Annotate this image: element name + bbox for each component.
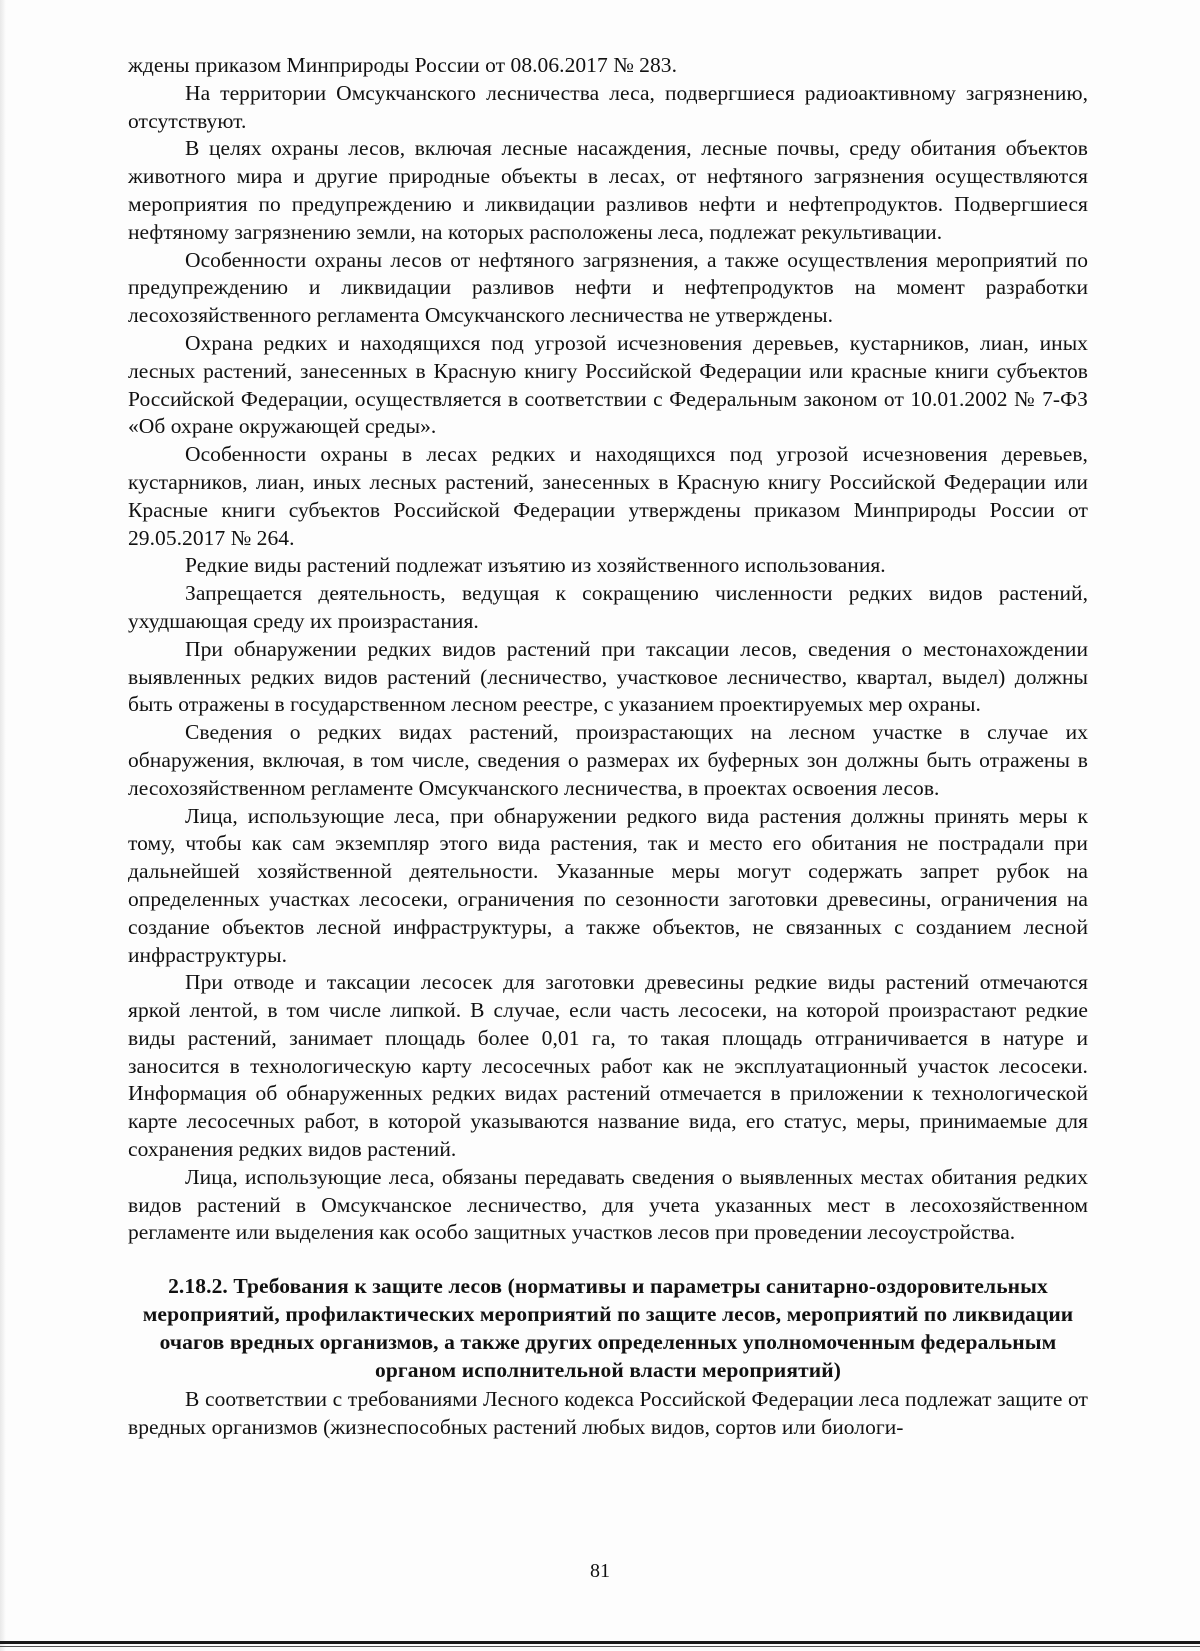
bottom-scan-border-thin: [0, 1646, 1200, 1647]
paragraph-prohibition: Запрещается деятельность, ведущая к сокращению численности редких видов растений, ухудшающая среду их произрастания.: [128, 581, 1088, 633]
section-heading-2-18-2: 2.18.2. Требования к защите лесов (нормативы и параметры санитарно-оздоровительных мероприятий, профилактических мероприятий по защите лесов, мероприятий по ликвидации очагов вредных организмов, а также других определенных уполномоченным федеральным органом исполнительной власти мероприятий): [142, 1274, 1074, 1382]
paragraph-radioactive: На территории Омсукчанского лесничества леса, подвергшиеся радиоактивному загрязнению, отсутствуют.: [128, 80, 1088, 133]
paragraph-marking: При отводе и таксации лесосек для заготовки древесины редкие виды растений отмечаются яркой лентой, в том числе липкой. В случае, если часть лесосеки, на которой произрастают редкие виды растений, занимает площадь более 0,01 га, то такая площадь отграничивается в натуре и заносится в технологическую карту лесосечных работ как не эксплуатационный участок лесосеки. Информация об обнаруженных редких видах растений отмечается в приложении к технологической карте лесосечных работ, в которой указываются название вида, его статус, меры, принимаемые для сохранения редких видов растений.: [128, 970, 1088, 1162]
paragraph-buffer-zones: Сведения о редких видах растений, произрастающих на лесном участке в случае их обнаружения, включая, в том числе, сведения о размерах их буферных зон должны быть отражены в лесохозяйственном регламенте Омсукчанского лесничества, в проектах освоения лесов.: [128, 720, 1088, 800]
paragraph-oil-specifics: Особенности охраны лесов от нефтяного загрязнения, а также осуществления мероприятий по предупреждению и ликвидации разливов нефти и нефтепродуктов на момент разработки лесохозяйственного регламента Омсукчанского лесничества не утверждены.: [128, 247, 1088, 328]
scan-edge-shadow: [0, 0, 6, 1651]
page-body: [128, 52, 1088, 1442]
paragraph-withdrawal: Редкие виды растений подлежат изъятию из хозяйственного использования.: [185, 553, 886, 578]
paragraph-oil-protection: В целях охраны лесов, включая лесные насаждения, лесные почвы, среду обитания объектов животного мира и другие природные объекты в лесах, от нефтяного загрязнения осуществляются мероприятия по предупреждению и ликвидации разливов нефти и нефтепродуктов. Подвергшиеся нефтяному загрязнению земли, на которых расположены леса, подлежат рекультивации.: [128, 136, 1088, 244]
paragraph-continuation: ждены приказом Минприроды России от 08.06.2017 № 283.: [128, 53, 678, 77]
paragraph-rare-species-order: Особенности охраны в лесах редких и находящихся под угрозой исчезновения деревьев, кустарников, лиан, иных лесных растений, занесенных в Красную книгу Российской Федерации или Красные книги субъектов Российской Федерации утверждены приказом Минприроды России от 29.05.2017 № 264.: [128, 442, 1088, 550]
paragraph-rare-species-law: Охрана редких и находящихся под угрозой исчезновения деревьев, кустарников, лиан, иных лесных растений, занесенных в Красную книгу Российской Федерации или красные книги субъектов Российской Федерации, осуществляется в соответствии с Федеральным законом от 10.01.2002 № 7-ФЗ «Об охране окружающей среды».: [128, 330, 1088, 439]
paragraph-forest-users-measures: Лица, использующие леса, при обнаружении редкого вида растения должны принять меры к тому, чтобы как сам экземпляр этого вида растения, так и место его обитания не пострадали при дальнейшей хозяйственной деятельности. Указанные меры могут содержать запрет рубок на определенных участках лесосеки, ограничения по сезонности заготовки древесины, ограничения на создание объектов лесной инфраструктуры, а также объектов, не связанных с созданием лесной инфраструктуры.: [128, 803, 1088, 967]
bottom-scan-border: [0, 1641, 1200, 1644]
paragraph-reporting: Лица, использующие леса, обязаны передавать сведения о выявленных местах обитания редких видов растений в Омсукчанское лесничество, для учета указанных мест в лесохозяйственном регламенте или выделения как особо защитных участков лесов при проведении лесоустройства.: [128, 1164, 1088, 1245]
paragraph-forest-code: В соответствии с требованиями Лесного кодекса Российской Федерации леса подлежат защите от вредных организмов (жизнеспособных растений любых видов, сортов или биологи-: [128, 1387, 1088, 1440]
page-number: 81: [590, 1560, 610, 1582]
paragraph-taxation: При обнаружении редких видов растений при таксации лесов, сведения о местонахождении выявленных редких видов растений (лесничество, участковое лесничество, квартал, выдел) должны быть отражены в государственном лесном реестре, с указанием проектируемых мер охраны.: [128, 636, 1088, 717]
